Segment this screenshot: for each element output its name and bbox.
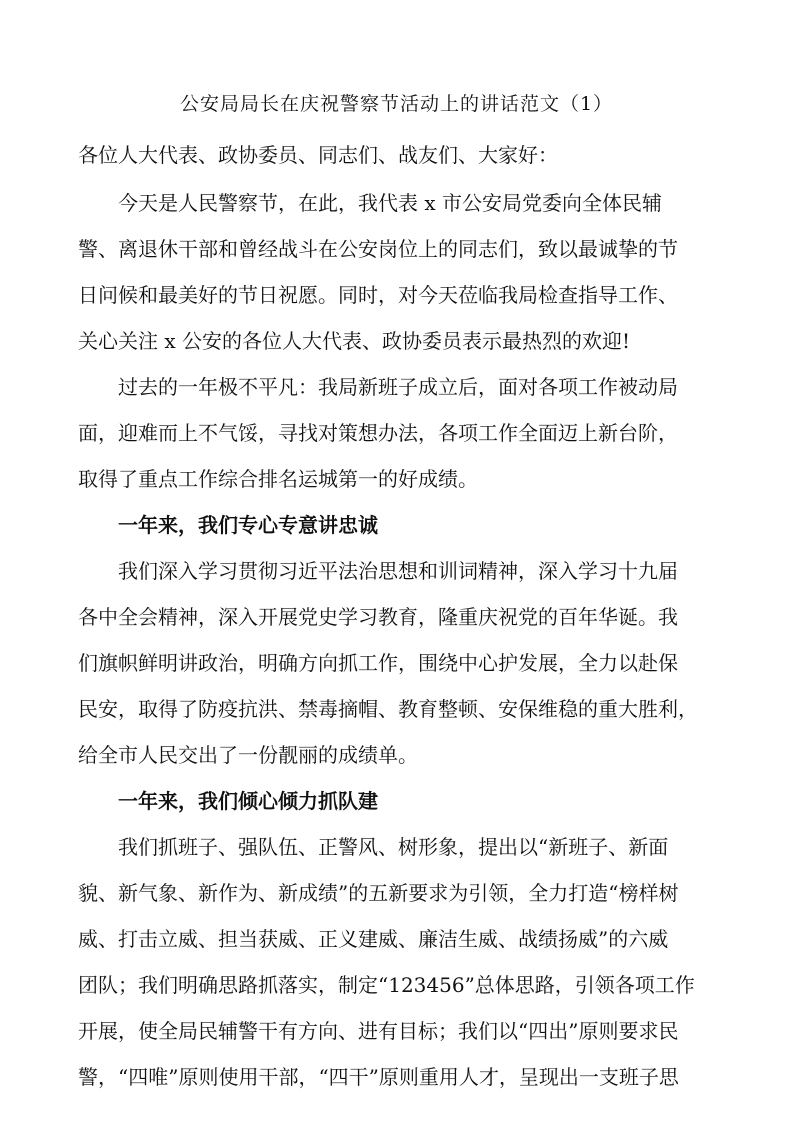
paragraph-line: 警、离退休干部和曾经战斗在公安岗位上的同志们，致以最诚挚的节 [78,237,678,261]
paragraph-line: 取得了重点工作综合排名运城第一的好成绩。 [78,467,478,491]
paragraph-line: 日问候和最美好的节日祝愿。同时，对今天莅临我局检查指导工作、 [78,283,678,307]
paragraph-line: 民安，取得了防疫抗洪、禁毒摘帽、教育整顿、安保维稳的重大胜利， [78,697,698,721]
paragraph-line: 警，“四唯”原则使用干部，“四干”原则重用人才，呈现出一支班子思 [78,1065,679,1089]
paragraph-line: 团队；我们明确思路抓落实，制定“123456”总体思路，引领各项工作 [78,973,695,997]
paragraph-line: 面，迎难而上不气馁，寻找对策想办法，各项工作全面迈上新台阶， [78,421,678,445]
document-title: 公安局局长在庆祝警察节活动上的讲话范文（1） [179,93,614,115]
paragraph-line: 我们抓班子、强队伍、正警风、树形象，提出以“新班子、新面 [118,835,669,859]
paragraph-line: 今天是人民警察节，在此，我代表 x 市公安局党委向全体民辅 [118,191,662,215]
paragraph-line: 关心关注 x 公安的各位人大代表、政协委员表示最热烈的欢迎! [78,329,631,353]
paragraph-line: 给全市人民交出了一份靓丽的成绩单。 [78,743,418,767]
paragraph-line: 各中全会精神，深入开展党史学习教育，隆重庆祝党的百年华诞。我 [78,605,678,629]
paragraph-line: 我们深入学习贯彻习近平法治思想和训词精神，深入学习十九届 [118,559,678,583]
paragraph-line: 过去的一年极不平凡：我局新班子成立后，面对各项工作被动局 [118,375,678,399]
salutation: 各位人大代表、政协委员、同志们、战友们、大家好： [78,143,558,167]
paragraph-line: 开展，使全局民辅警干有方向、进有目标；我们以“四出”原则要求民 [78,1019,679,1043]
paragraph-line: 威、打击立威、担当获威、正义建威、廉洁生威、战绩扬威”的六威 [78,927,669,951]
section-heading: 一年来，我们专心专意讲忠诚 [118,513,378,537]
paragraph-line: 们旗帜鲜明讲政治，明确方向抓工作，围绕中心护发展，全力以赴保 [78,651,678,675]
section-heading: 一年来，我们倾心倾力抓队建 [118,789,378,813]
paragraph-line: 貌、新气象、新作为、新成绩”的五新要求为引领，全力打造“榜样树 [78,881,679,905]
